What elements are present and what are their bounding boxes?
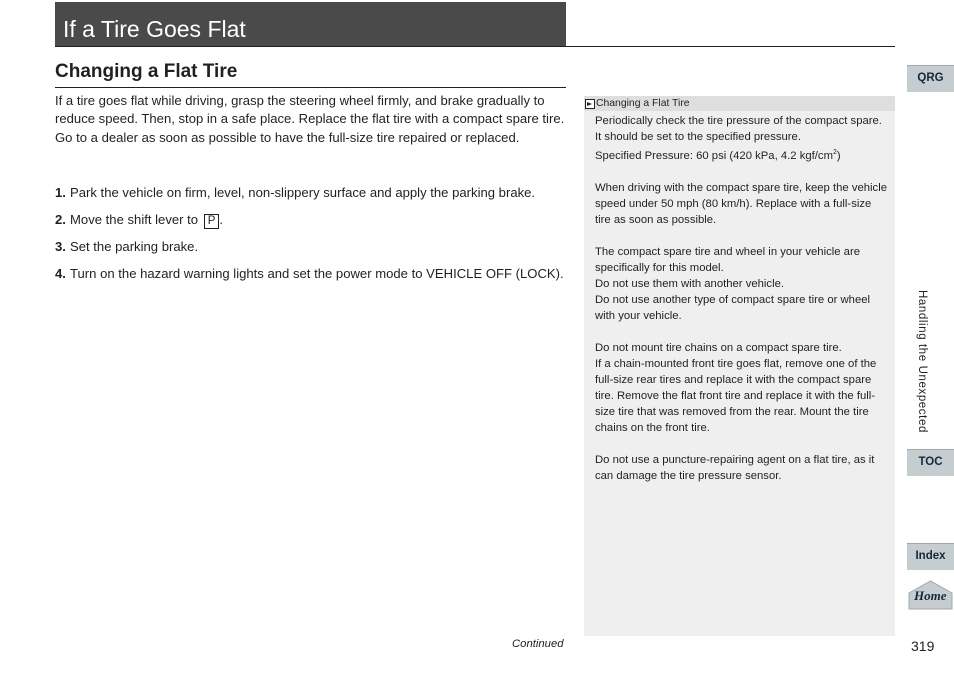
title-divider (55, 46, 895, 47)
continued-label: Continued (512, 638, 564, 650)
qrg-tab[interactable]: QRG (907, 65, 954, 92)
note-paragraph (595, 340, 887, 436)
note-line: If a chain-mounted front tire goes flat, remove one of the full-size rear tires and replace it with the compact spare tire. Remove the flat front tire and replace it with the full-size tire that was removed from the rear. Mount the tire chains on the front tire. (595, 357, 877, 434)
note-sidebar (584, 96, 895, 636)
step-item (55, 265, 567, 283)
step-text: Park the vehicle on firm, level, non-slippery surface and apply the parking brake. (70, 185, 536, 200)
note-line: Do not use them with another vehicle. (595, 277, 785, 290)
sidebar-heading: Changing a Flat Tire (596, 98, 690, 109)
pressure-superscript: 2 (832, 149, 837, 156)
intro-paragraph: If a tire goes flat while driving, grasp the steering wheel firmly, and brake gradually to reduce speed. Then, stop in a safe place. Replace the flat tire with a compact spare tire. Go to a dealer as soon as possible to have the full-size tire repaired or replaced. (55, 93, 565, 145)
home-button[interactable] (907, 580, 954, 610)
page-title: If a Tire Goes Flat (63, 16, 246, 42)
note-line: Periodically check the tire pressure of the compact spare. It should be set to the specified pressure. (595, 115, 882, 143)
note-paragraph (595, 244, 887, 324)
home-label: Home (914, 588, 947, 603)
step-text-end: . (219, 211, 224, 227)
park-key-symbol: P (204, 214, 220, 229)
note-line: The compact spare tire and wheel in your vehicle are specifically for this model. (595, 245, 860, 274)
sidebar-body (595, 113, 887, 500)
step-item (55, 184, 567, 202)
toc-tab[interactable]: TOC (907, 449, 954, 476)
step-text: Move the shift lever to (70, 211, 199, 227)
sidebar-header (584, 96, 895, 111)
index-tab[interactable]: Index (907, 543, 954, 570)
note-line: Do not use another type of compact spare tire or wheel with your vehicle. (595, 293, 871, 322)
specified-pressure-line (595, 145, 887, 164)
step-text: Set the parking brake. (70, 238, 199, 254)
page-title-bar (55, 2, 566, 46)
pressure-text-end: ) (836, 149, 841, 162)
pressure-text: Specified Pressure: 60 psi (420 kPa, 4.2 kgf/cm (595, 149, 833, 162)
section-heading: Changing a Flat Tire (55, 61, 238, 82)
step-item (55, 211, 567, 229)
step-text: Turn on the hazard warning lights and set the power mode to VEHICLE OFF (LOCK). (70, 265, 564, 281)
chapter-label: Handling the Unexpected (916, 290, 928, 433)
page-number: 319 (911, 638, 935, 654)
step-number: 4. (55, 265, 66, 281)
note-line: Do not mount tire chains on a compact spare tire. (595, 341, 842, 354)
step-number: 3. (55, 238, 66, 254)
note-paragraph (595, 113, 887, 164)
note-paragraph: When driving with the compact spare tire, keep the vehicle speed under 50 mph (80 km/h). Replace with a full-size tire as soon as possible. (595, 181, 887, 226)
reference-arrow-icon (585, 99, 595, 109)
section-divider (55, 87, 566, 88)
note-paragraph: Do not use a puncture-repairing agent on a flat tire, as it can damage the tire pressure sensor. (595, 453, 875, 482)
steps-list (55, 184, 567, 292)
step-item (55, 238, 567, 256)
step-number: 1. (55, 185, 66, 200)
step-number: 2. (55, 211, 66, 227)
